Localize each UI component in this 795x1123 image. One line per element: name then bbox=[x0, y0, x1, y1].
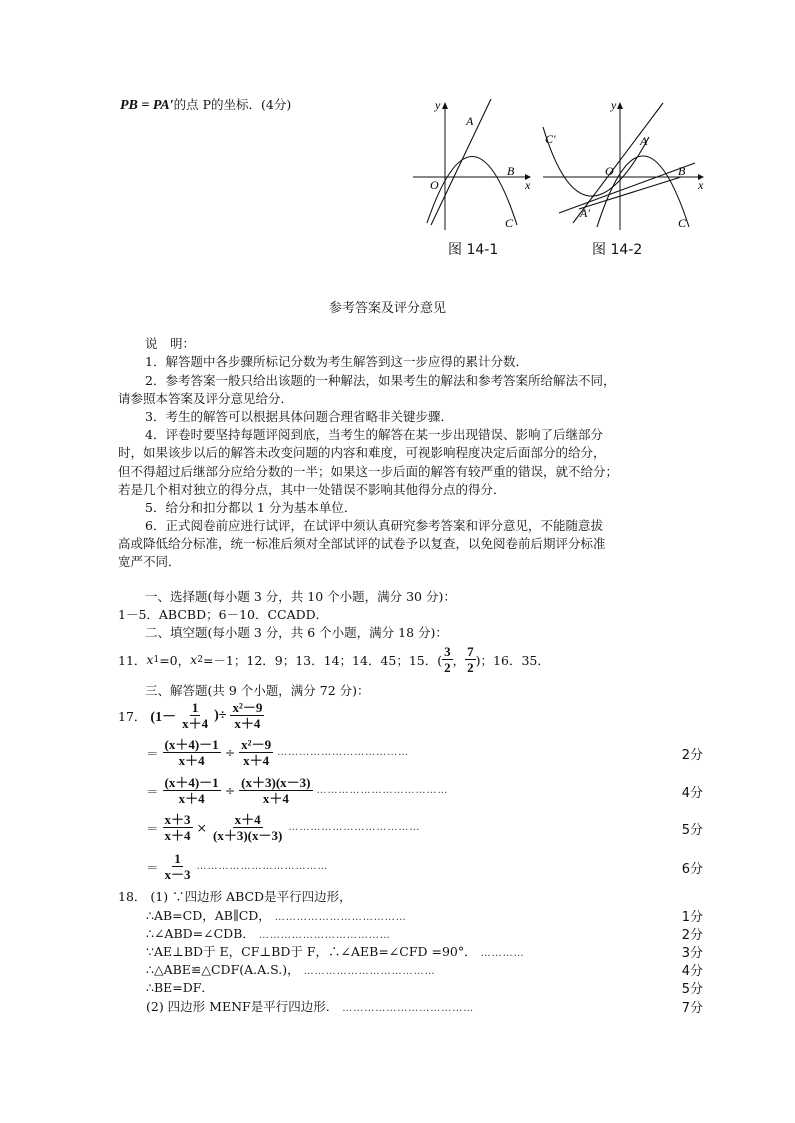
leader-dots: ……………………………… bbox=[274, 912, 407, 923]
question-fragment-text: 的点 P的坐标．(4分) bbox=[173, 97, 292, 112]
operator: × bbox=[196, 820, 208, 835]
q17-points-4: 6分 bbox=[681, 862, 703, 877]
frac-den: x＋4 bbox=[178, 753, 205, 768]
fig2-label-c: C bbox=[678, 216, 687, 230]
q18-points-3: 2分 bbox=[681, 928, 703, 943]
note-4c: 但不得超过后继部分应给分数的一半；如果这一步后面的解答有较严重的错误，就不给分； bbox=[118, 464, 619, 479]
sub-2: 2 bbox=[197, 654, 203, 665]
formula-pb-pa: PB = PA′ bbox=[120, 98, 174, 113]
q18-text-5: ∴△ABE≌△CDF(A.A.S.)， bbox=[146, 962, 300, 977]
q17-points-3: 5分 bbox=[681, 823, 703, 838]
page-title: 参考答案及评分意见 bbox=[329, 301, 447, 316]
q17-line-1 bbox=[146, 737, 409, 768]
note-4b: 时，如果该步以后的解答未改变问题的内容和难度，可视影响程度决定后面部分的给分， bbox=[118, 445, 606, 460]
frac-den: x＋4 bbox=[262, 791, 289, 806]
fig2-label-y: y bbox=[611, 98, 617, 112]
q18-text-7: (2) 四边形 MENF是平行四边形． bbox=[146, 999, 339, 1014]
q18-line-5 bbox=[146, 960, 436, 978]
figure-14-1-caption: 图 14-1 bbox=[448, 242, 499, 258]
note-4d: 若是几个相对独立的得分点，其中一处错误不影响其他得分点的得分． bbox=[118, 482, 506, 497]
figure-14-1 bbox=[405, 95, 535, 235]
fig1-label-a: A bbox=[466, 114, 474, 128]
fraction bbox=[163, 775, 221, 806]
leader-dots: ……………………………… bbox=[258, 930, 391, 941]
var-x1: x bbox=[146, 652, 154, 667]
operator: ÷ bbox=[224, 783, 236, 798]
frac-den: x＋4 bbox=[182, 716, 209, 731]
note-3: 3．考生的解答可以根据具体问题合理省略非关键步骤． bbox=[145, 409, 453, 424]
notes-head: 说 明： bbox=[145, 336, 196, 351]
fraction bbox=[239, 737, 273, 768]
equals: ＝ bbox=[146, 783, 159, 799]
eq1: =0， bbox=[159, 652, 191, 668]
fig1-label-b: B bbox=[507, 164, 515, 178]
leader-dots: ……………………………… bbox=[342, 1003, 475, 1014]
q18-line-1 bbox=[118, 887, 352, 905]
frac-num: (x＋3)(x－3) bbox=[241, 775, 311, 790]
fig2-label-o: O bbox=[605, 164, 614, 178]
frac-den: (x＋3)(x－3) bbox=[213, 828, 283, 843]
q17-line-2 bbox=[146, 775, 449, 806]
frac-num: x²－9 bbox=[241, 737, 272, 752]
frac-num: (x＋4)－1 bbox=[164, 775, 219, 790]
q18-points-7: 7分 bbox=[681, 1001, 703, 1016]
fig1-label-c: C bbox=[505, 216, 514, 230]
fraction bbox=[163, 737, 221, 768]
fig1-label-y: y bbox=[435, 98, 441, 112]
fraction bbox=[211, 812, 284, 843]
figure-14-2-caption: 图 14-2 bbox=[592, 242, 643, 258]
section-2-head: 二、填空题(每小题 3 分，共 6 个小题，满分 18 分)： bbox=[145, 625, 448, 640]
eq2: =－1；12．9；13．14；14．45；15．( bbox=[202, 652, 443, 668]
comma: ， bbox=[452, 652, 466, 668]
note-6b: 高或降低给分标准，统一标准后须对全部试评的试卷予以复查，以免阅卷前后期评分标准 bbox=[118, 536, 606, 551]
equals: ＝ bbox=[146, 820, 159, 836]
q18-text-6: ∴BE=DF． bbox=[146, 980, 214, 995]
note-6c: 宽严不同． bbox=[118, 554, 181, 569]
frac-num: x²－9 bbox=[232, 700, 263, 715]
fraction bbox=[163, 851, 193, 882]
leader-dots: ………… bbox=[480, 948, 525, 959]
q17-line-3 bbox=[146, 812, 420, 843]
fraction bbox=[180, 700, 210, 731]
section-1-answers: 1－5．ABCBD；6－10．CCADD． bbox=[118, 607, 329, 622]
q18-line-7 bbox=[146, 997, 474, 1015]
frac-den: 2 bbox=[467, 660, 474, 675]
q17-pre: (1－ bbox=[150, 709, 177, 725]
operator: ÷ bbox=[224, 745, 236, 760]
note-5: 5．给分和扣分都以 1 分为基本单位． bbox=[145, 500, 357, 515]
fraction bbox=[230, 700, 264, 731]
fig2-label-a2: A′ bbox=[580, 206, 590, 220]
leader-dots: ……………………………… bbox=[196, 861, 329, 872]
frac-den: x＋4 bbox=[234, 716, 261, 731]
q17-mid: )÷ bbox=[214, 707, 227, 723]
q18-line-2 bbox=[146, 906, 407, 924]
fraction bbox=[163, 812, 193, 843]
q18-points-5: 4分 bbox=[681, 964, 703, 979]
q18-line-3 bbox=[146, 924, 391, 942]
note-1: 1．解答题中各步骤所标记分数为考生解答到这一步应得的累计分数． bbox=[145, 354, 528, 369]
q18-text-1: (1) ∵四边形 ABCD是平行四边形， bbox=[150, 889, 352, 904]
q18-number: 18． bbox=[118, 889, 147, 904]
frac-num: 7 bbox=[467, 644, 474, 659]
frac-den: x－3 bbox=[164, 867, 191, 882]
equals: ＝ bbox=[146, 745, 159, 761]
fig2-label-a: A bbox=[640, 134, 648, 148]
note-2b: 请参照本答案及评分意见给分． bbox=[118, 391, 294, 406]
leader-dots: ……………………………… bbox=[316, 785, 449, 796]
fig2-label-x: x bbox=[698, 178, 704, 192]
fig1-label-o: O bbox=[430, 178, 439, 192]
section-1-head: 一、选择题(每小题 3 分，共 10 个小题，满分 30 分)： bbox=[145, 589, 456, 604]
frac-num: x＋4 bbox=[234, 812, 261, 827]
frac-den: x＋4 bbox=[178, 791, 205, 806]
leader-dots: ……………………………… bbox=[303, 966, 436, 977]
note-2a: 2．参考答案一般只给出该题的一种解法，如果考生的解法和参考答案所给解法不同， bbox=[145, 373, 616, 388]
frac-den: 2 bbox=[444, 660, 451, 675]
frac-den: x＋4 bbox=[164, 828, 191, 843]
q17-line-4 bbox=[146, 851, 329, 882]
fill-answers-prefix: 11． bbox=[118, 652, 147, 668]
section-2-answers bbox=[118, 644, 550, 675]
frac-num: x＋3 bbox=[164, 812, 191, 827]
q18-text-3: ∴∠ABD=∠CDB． bbox=[146, 926, 255, 941]
q17-line-0 bbox=[118, 700, 264, 731]
fraction bbox=[239, 775, 312, 806]
q18-text-4: ∵AE⊥BD于 E，CF⊥BD于 F，∴∠AEB=∠CFD =90°． bbox=[146, 944, 477, 959]
section-3-head: 三、解答题(共 9 个小题，满分 72 分)： bbox=[145, 683, 370, 698]
leader-dots: ……………………………… bbox=[277, 747, 410, 758]
q18-points-6: 5分 bbox=[681, 982, 703, 997]
fig2-label-b: B bbox=[678, 164, 686, 178]
fig1-label-x: x bbox=[525, 178, 531, 192]
frac-den: x＋4 bbox=[243, 753, 270, 768]
fig2-label-c2: C′ bbox=[545, 132, 556, 146]
fraction-7-2 bbox=[465, 644, 476, 675]
frac-num: (x＋4)－1 bbox=[164, 737, 219, 752]
q18-line-4 bbox=[146, 942, 525, 960]
note-4a: 4．评卷时要坚持每题评阅到底，当考生的解答在某一步出现错误、影响了后继部分 bbox=[145, 427, 603, 442]
leader-dots: ……………………………… bbox=[288, 822, 421, 833]
figure-14-2 bbox=[535, 95, 710, 235]
q17-points-1: 2分 bbox=[681, 748, 703, 763]
question-fragment bbox=[120, 95, 291, 114]
fraction-3-2 bbox=[442, 644, 453, 675]
q17-points-2: 4分 bbox=[681, 786, 703, 801]
note-6a: 6．正式阅卷前应进行试评，在试评中须认真研究参考答案和评分意见，不能随意拔 bbox=[145, 518, 603, 533]
frac-num: 1 bbox=[191, 700, 199, 715]
q18-line-6 bbox=[146, 978, 214, 996]
frac-num: 3 bbox=[444, 644, 451, 659]
q18-text-2: ∴AB=CD，AB∥CD， bbox=[146, 908, 271, 923]
sub-1: 1 bbox=[153, 654, 160, 665]
fill-answers-tail: )；16．35． bbox=[475, 652, 550, 668]
q18-points-2: 1分 bbox=[681, 910, 703, 925]
q18-points-4: 3分 bbox=[681, 946, 703, 961]
equals: ＝ bbox=[146, 859, 159, 875]
frac-num: 1 bbox=[174, 851, 181, 866]
q17-number: 17． bbox=[118, 708, 147, 724]
var-x2: x bbox=[190, 652, 198, 667]
